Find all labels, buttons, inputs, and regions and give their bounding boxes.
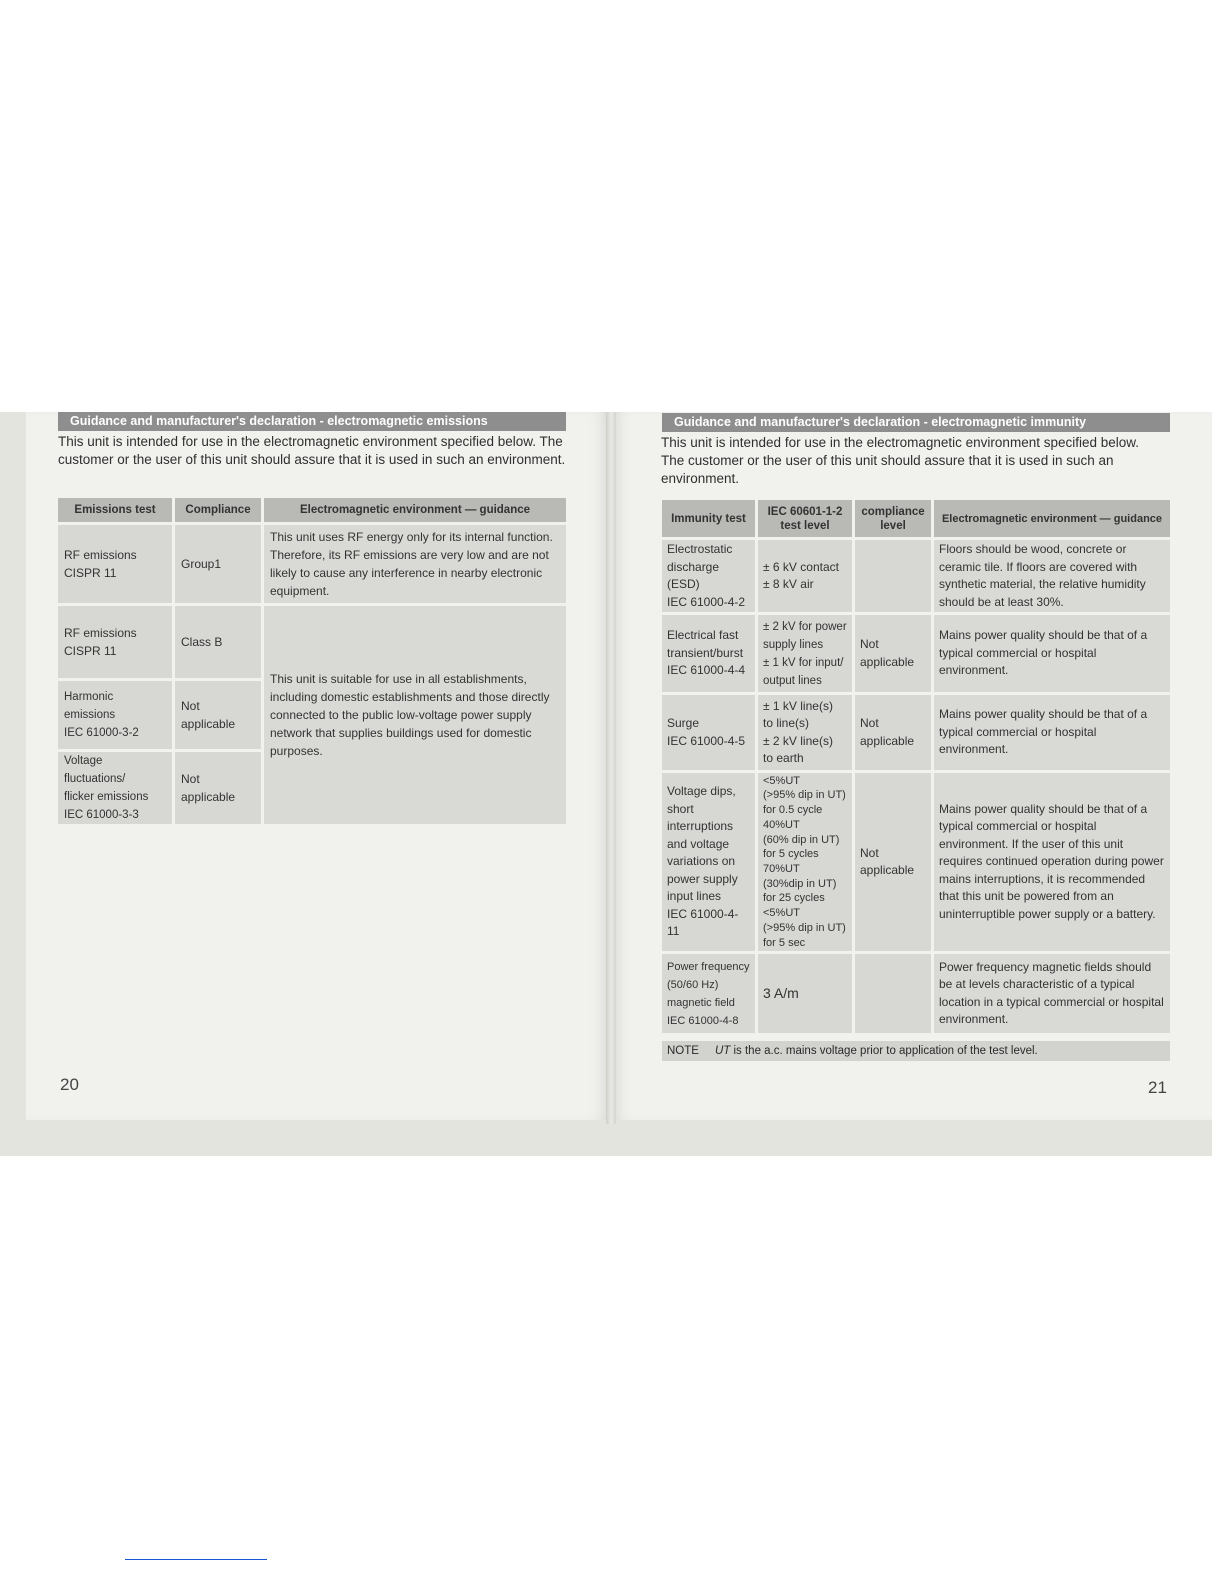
immunity-header: Guidance and manufacturer's declaration - electromagnetic immunity bbox=[662, 413, 1170, 432]
table-row bbox=[58, 606, 566, 678]
emissions-intro: This unit is intended for use in the electromagnetic environment specified below. The customer or the user of this unit should assure that it is used in such an environment. bbox=[58, 434, 566, 467]
note-symbol: UT bbox=[714, 1045, 731, 1057]
page-number-right: 21 bbox=[1148, 1078, 1167, 1097]
emissions-table bbox=[55, 495, 569, 827]
note-label: NOTE bbox=[667, 1045, 699, 1057]
col-guidance: Electromagnetic environment — guidance bbox=[934, 500, 1170, 537]
guidance-cell: This unit uses RF energy only for its internal function. Therefore, its RF emissions are very low and are not likely to cause any interference in nearby electronic equipment. bbox=[264, 525, 566, 603]
test-level-cell: ± 1 kV line(s) to line(s) ± 2 kV line(s) to earth bbox=[758, 695, 852, 770]
compliance-level-cell: Not applicable bbox=[855, 773, 931, 951]
col-emissions-test: Emissions test bbox=[58, 498, 172, 522]
immunity-test-cell: Power frequency (50/60 Hz) magnetic field IEC 61000-4-8 bbox=[662, 954, 755, 1033]
note-text: is the a.c. mains voltage prior to application of the test level. bbox=[733, 1045, 1038, 1057]
col-immunity-test: Immunity test bbox=[662, 500, 755, 537]
compliance-cell: Not applicable bbox=[175, 752, 261, 824]
col-guidance: Electromagnetic environment — guidance bbox=[264, 498, 566, 522]
emissions-test-cell: Voltage fluctuations/ flicker emissions IEC 61000-3-3 bbox=[58, 752, 172, 824]
gutter bbox=[606, 412, 616, 1124]
compliance-level-cell: Not applicable bbox=[855, 615, 931, 692]
guidance-cell: Floors should be wood, concrete or ceramic tile. If floors are covered with synthetic material, the relative humidity should be at least 30%. bbox=[934, 540, 1170, 612]
compliance-cell: Class B bbox=[175, 606, 261, 678]
col-compliance: Compliance bbox=[175, 498, 261, 522]
emissions-test-cell: Harmonic emissions IEC 61000-3-2 bbox=[58, 681, 172, 749]
shared-guidance-cell: This unit is suitable for use in all establishments, including domestic establishments and those directly connected to the public low-voltage power supply network that supplies buildings used for domestic purposes. bbox=[264, 606, 566, 824]
immunity-test-cell: Electrostatic discharge (ESD) IEC 61000-4-2 bbox=[662, 540, 755, 612]
immunity-table bbox=[659, 497, 1173, 1036]
test-level-cell: 3 A/m bbox=[758, 954, 852, 1033]
test-level-cell: ± 2 kV for power supply lines ± 1 kV for input/ output lines bbox=[758, 615, 852, 692]
link-underline bbox=[125, 1559, 267, 1560]
table-row bbox=[662, 615, 1170, 692]
table-row bbox=[662, 773, 1170, 951]
compliance-level-cell bbox=[855, 540, 931, 612]
emissions-test-cell: RF emissions CISPR 11 bbox=[58, 525, 172, 603]
table-note bbox=[662, 1041, 1170, 1061]
col-test-level: IEC 60601-1-2 test level bbox=[758, 500, 852, 537]
col-compliance-level: compliance level bbox=[855, 500, 931, 537]
table-row bbox=[58, 525, 566, 603]
test-level-cell: <5%UT (>95% dip in UT) for 0.5 cycle 40%UT (60% dip in UT) for 5 cycles 70%UT (30%dip in UT) for 25 cycles <5%UT (>95% dip in UT) for 5 sec bbox=[758, 773, 852, 951]
immunity-intro: This unit is intended for use in the electromagnetic environment specified below. The customer or the user of this unit should assure that it is used in such an environment. bbox=[661, 435, 1140, 486]
table-row bbox=[662, 954, 1170, 1033]
guidance-cell: Power frequency magnetic fields should be at levels characteristic of a typical location in a typical commercial or hospital environment. bbox=[934, 954, 1170, 1033]
immunity-test-cell: Electrical fast transient/burst IEC 61000-4-4 bbox=[662, 615, 755, 692]
table-row bbox=[662, 695, 1170, 770]
immunity-test-cell: Surge IEC 61000-4-5 bbox=[662, 695, 755, 770]
page-number-left: 20 bbox=[60, 1075, 79, 1094]
guidance-cell: Mains power quality should be that of a typical commercial or hospital environment. bbox=[934, 695, 1170, 770]
emissions-header: Guidance and manufacturer's declaration - electromagnetic emissions bbox=[58, 412, 566, 431]
compliance-level-cell: Not applicable bbox=[855, 695, 931, 770]
test-level-cell: ± 6 kV contact ± 8 kV air bbox=[758, 540, 852, 612]
guidance-cell: Mains power quality should be that of a typical commercial or hospital environment. If the user of this unit requires continued operation during power mains interruptions, it is recommended that this unit be powered from an uninterruptible power supply or a battery. bbox=[934, 773, 1170, 951]
compliance-cell: Not applicable bbox=[175, 681, 261, 749]
emissions-test-cell: RF emissions CISPR 11 bbox=[58, 606, 172, 678]
guidance-cell: Mains power quality should be that of a typical commercial or hospital environment. bbox=[934, 615, 1170, 692]
compliance-level-cell bbox=[855, 954, 931, 1033]
table-row bbox=[662, 540, 1170, 612]
compliance-cell: Group1 bbox=[175, 525, 261, 603]
immunity-test-cell: Voltage dips, short interruptions and voltage variations on power supply input lines IEC 61000-4-11 bbox=[662, 773, 755, 951]
